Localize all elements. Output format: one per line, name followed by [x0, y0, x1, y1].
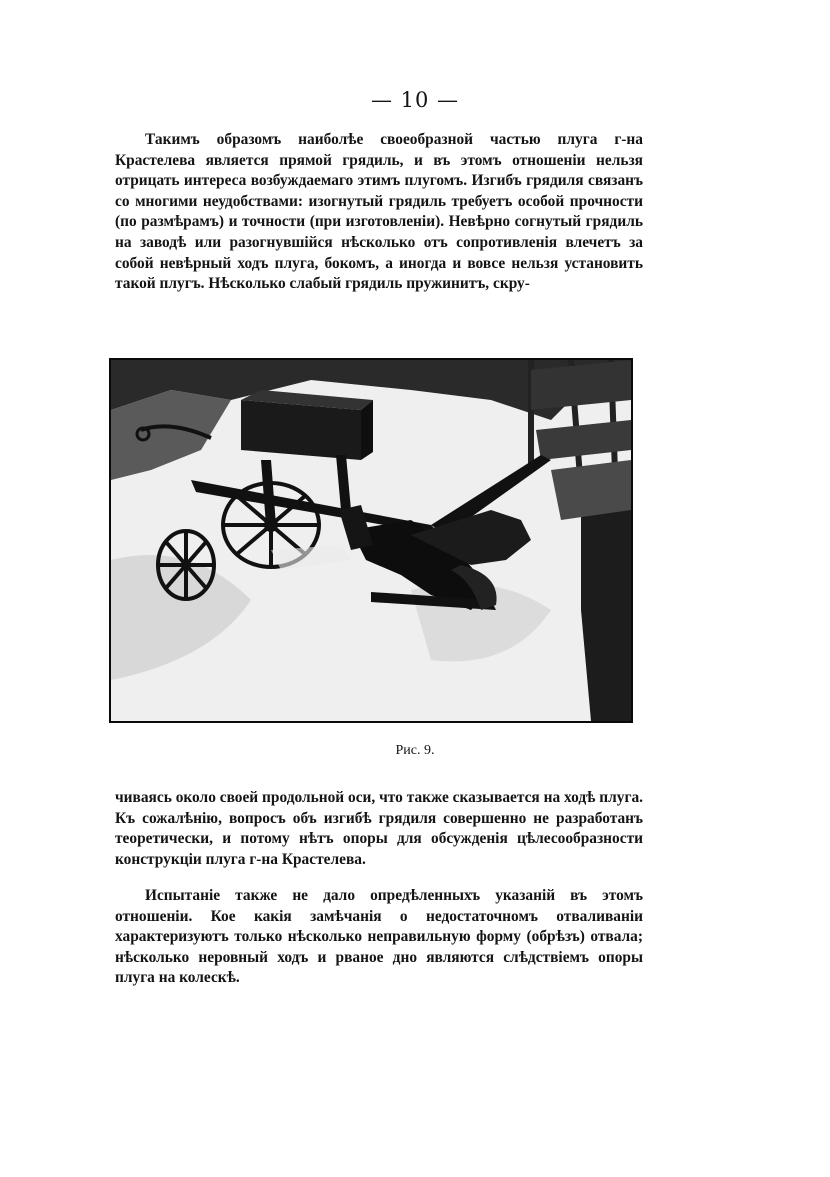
plough-photograph	[109, 358, 633, 723]
page-number: — 10 —	[370, 88, 460, 112]
paragraph-2: чиваясь около своей продольной оси, что также сказывается на ходѣ плуга. Къ сожалѣнію, вопросъ объ изгибѣ грядиля совершенно не разработанъ теоретически, и потому нѣтъ опоры для обсужденія цѣлесообразности конструкціи плуга г-на Крастелева.	[115, 789, 643, 868]
paragraph-3: Испытаніе также не дало опредѣленныхъ указаній въ этомъ отношеніи. Кое какія замѣчанія о недостаточномъ отваливаніи характеризуютъ только нѣсколько неправильную форму (обрѣзъ) отвала; нѣсколько неровный ходъ и рваное дно являются слѣдствіемъ опоры плуга на колескѣ.	[115, 887, 643, 987]
paragraph-1: Такимъ образомъ наиболѣе своеобразной частью плуга г-на Крастелева является прямой грядиль, и въ этомъ отношеніи нельзя отрицать интереса возбуждаемаго этимъ плугомъ. Изгибъ грядиля связанъ со многими неудобствами: изогнутый грядиль требуетъ особой прочности (по размѣрамъ) и точности (при изготовленіи). Невѣрно согнутый грядиль на заводѣ или разогнувшійся нѣсколько отъ сопротивленія влечетъ за собой невѣрный ходъ плуга, бокомъ, а иногда и вовсе нельзя установить такой плугъ. Нѣсколько слабый грядиль пружинитъ, скру-	[115, 131, 643, 293]
figure-caption: Рис. 9.	[395, 743, 435, 758]
